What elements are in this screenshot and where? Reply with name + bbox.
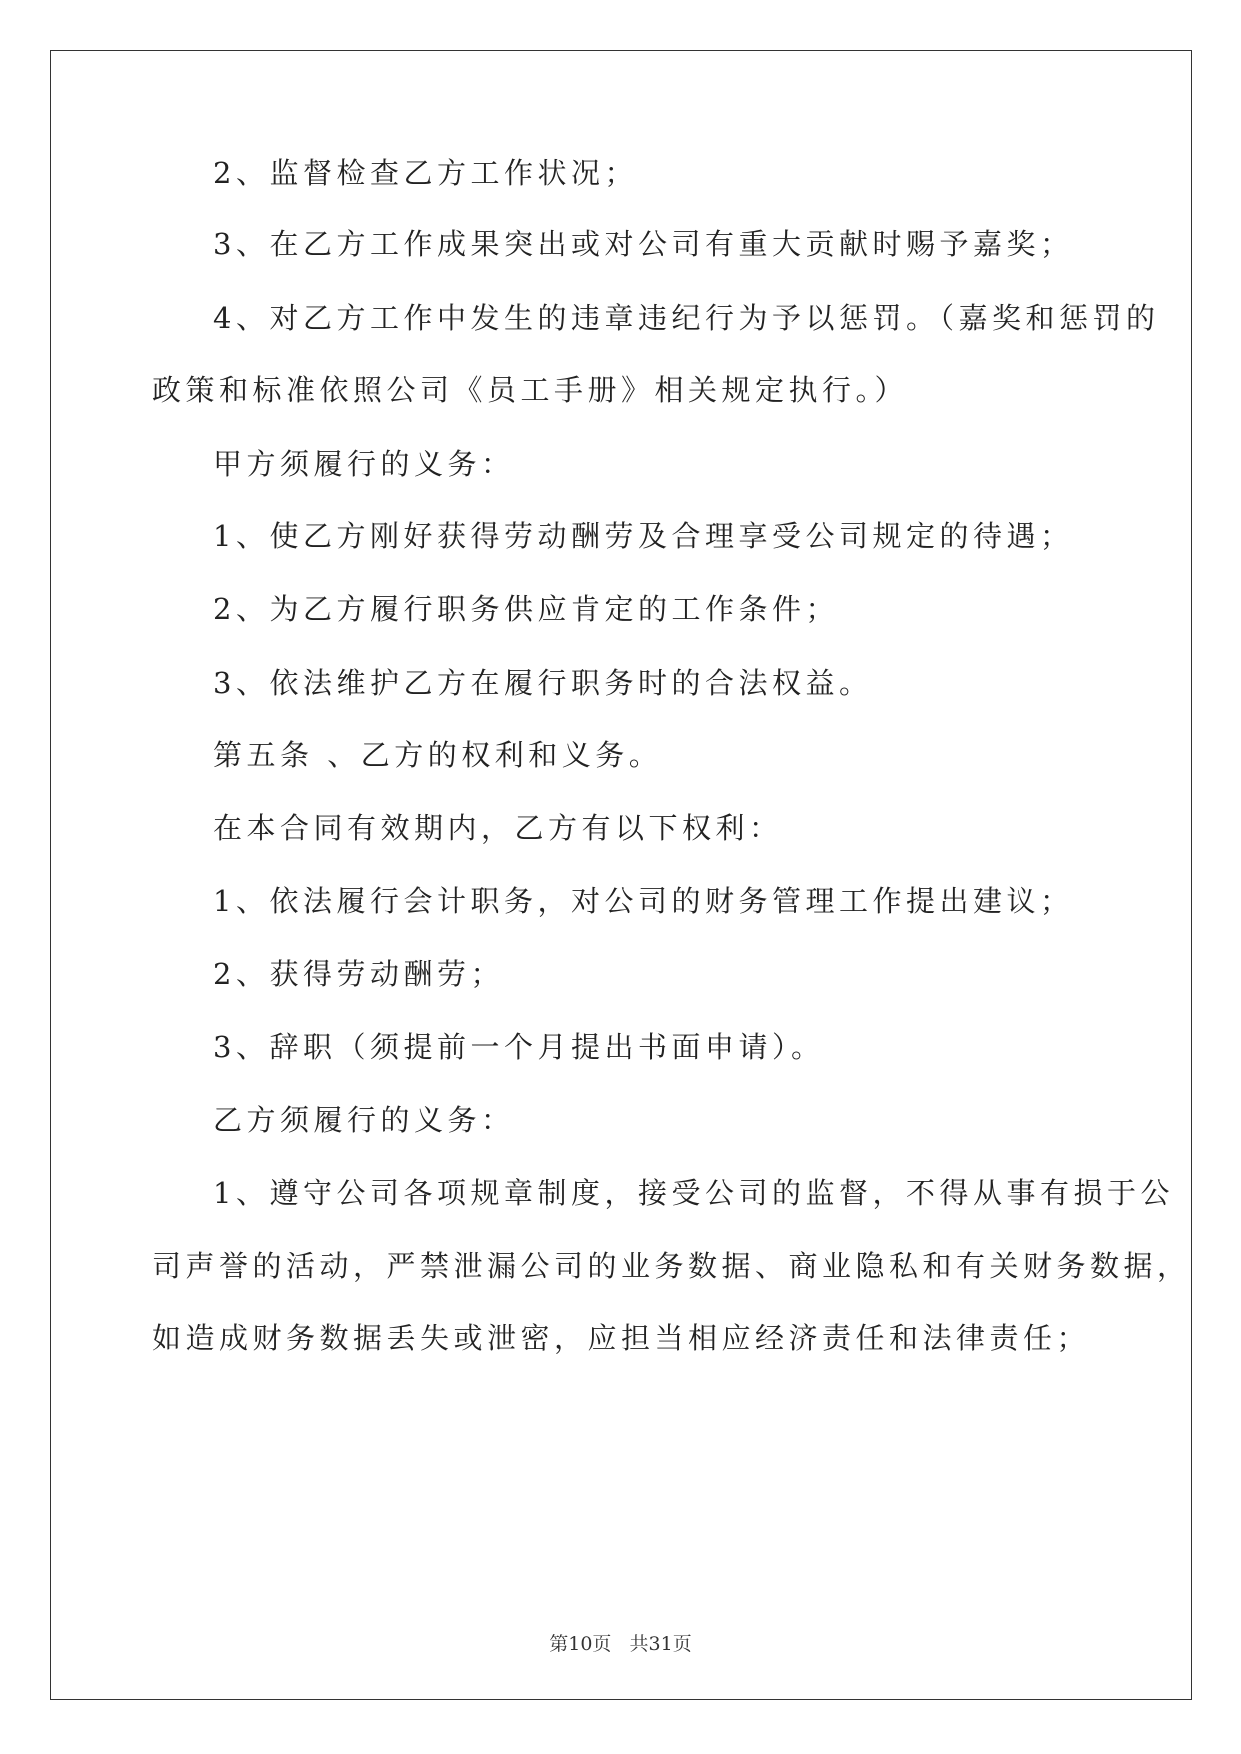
- page-number-label: 第10页 共31页: [549, 1633, 692, 1655]
- paragraph-line: 1、依法履行会计职务，对公司的财务管理工作提出建议；: [213, 884, 1074, 918]
- paragraph-line: 政策和标准依照公司《员工手册》相关规定执行。）: [152, 373, 909, 407]
- paragraph-line: 1、使乙方刚好获得劳动酬劳及合理享受公司规定的待遇；: [213, 519, 1074, 553]
- section-heading: 在本合同有效期内，乙方有以下权利：: [213, 811, 783, 845]
- paragraph-line: 如造成财务数据丢失或泄密，应担当相应经济责任和法律责任；: [152, 1321, 1091, 1355]
- paragraph-line: 2、获得劳动酬劳；: [213, 957, 504, 991]
- paragraph-line: 3、辞职（须提前一个月提出书面申请）。: [213, 1030, 825, 1064]
- section-heading: 乙方须履行的义务：: [213, 1103, 515, 1137]
- page-border: [50, 50, 1192, 1700]
- page-footer: [0, 1632, 1241, 1656]
- section-heading: 甲方须履行的义务：: [213, 447, 515, 481]
- article-heading: 第五条 、乙方的权利和义务。: [213, 738, 663, 772]
- paragraph-line: 2、为乙方履行职务供应肯定的工作条件；: [213, 592, 839, 626]
- paragraph-line: 司声誉的活动，严禁泄漏公司的业务数据、商业隐私和有关财务数据，: [152, 1249, 1191, 1283]
- paragraph-line: 3、在乙方工作成果突出或对公司有重大贡献时赐予嘉奖；: [213, 227, 1074, 261]
- paragraph-line: 1、遵守公司各项规章制度，接受公司的监督，不得从事有损于公: [213, 1176, 1174, 1210]
- paragraph-line: 4、对乙方工作中发生的违章违纪行为予以惩罚。（嘉奖和惩罚的: [213, 301, 1160, 335]
- paragraph-line: 2、监督检查乙方工作状况；: [213, 156, 638, 190]
- paragraph-line: 3、依法维护乙方在履行职务时的合法权益。: [213, 666, 873, 700]
